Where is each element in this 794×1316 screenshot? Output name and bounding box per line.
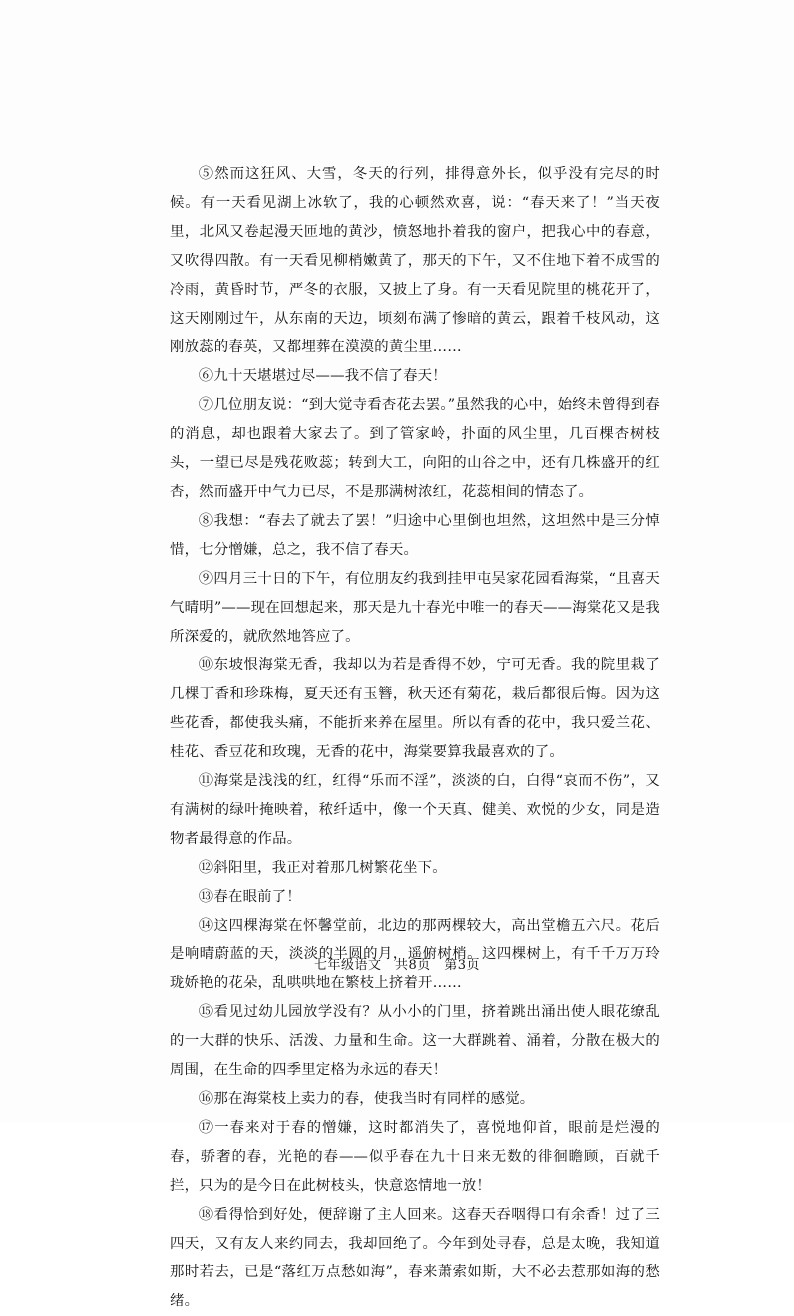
paragraph-8: ⑧我想：“春去了就去了罢！”归途中心里倒也坦然，这坦然中是三分悼惜，七分憎嫌，总之，我不信了春天。 [170, 512, 660, 558]
paragraph-11: ⑪海棠是浅浅的红，红得“乐而不淫”，淡淡的白，白得“哀而不伤”，又有满树的绿叶掩映着，秾纤适中，像一个天真、健美、欢悦的少女，同是造物者最得意的作品。 [170, 773, 660, 847]
paragraph-9: ⑨四月三十日的下午，有位朋友约我到挂甲屯吴家花园看海棠，“且喜天气晴明”——现在回想起来，那天是九十春光中唯一的春天——海棠花又是我所深爱的，就欣然地答应了。 [170, 570, 660, 645]
paragraph-17: ⑰一春来对于春的憎嫌，这时都消失了，喜悦地仰首，眼前是烂漫的春，骄奢的春，光艳的春——似乎春在九十日来无数的徘徊瞻顾，百就千拦，只为的是今日在此树枝头，快意恣情地一放！ [170, 1119, 660, 1194]
paragraph-15: ⑮看见过幼儿园放学没有？从小小的门里，挤着跳出涌出使人眼花缭乱的一大群的快乐、活泼、力量和生命。这一大群跳着、涌着，分散在极大的周围，在生命的四季里定格为永远的春天！ [170, 1004, 660, 1079]
paragraph-12: ⑫斜阳里，我正对着那几树繁花坐下。 [198, 859, 447, 876]
paragraph-14: ⑭这四棵海棠在怀馨堂前，北边的那两棵较大，高出堂檐五六尺。花后是响晴蔚蓝的天，淡淡的半圆的月，遥俯树梢。这四棵树上，有千千万万玲珑娇艳的花朵，乱哄哄地在繁枝上挤着开…… [170, 917, 660, 992]
paragraph-6: ⑥九十天堪堪过尽——我不信了春天！ [198, 368, 447, 385]
paragraph-10: ⑩东坡恨海棠无香，我却以为若是香得不妙，宁可无香。我的院里栽了几棵丁香和珍珠梅，夏天还有玉簪，秋天还有菊花，栽后都很后悔。因为这些花香，都使我头痛，不能折来养在屋里。所以有香的花中，我只爱兰花、桂花、香豆花和玫瑰，无香的花中，海棠要算我最喜欢的了。 [170, 657, 660, 761]
paragraph-16: ⑯那在海棠枝上卖力的春，使我当时有同样的感觉。 [198, 1091, 535, 1107]
page-footer: 七年级语文 共8页 第3页 [313, 958, 481, 973]
paragraph-7: ⑦几位朋友说：“到大觉寺看杏花去罢。”虽然我的心中，始终未曾得到春的消息，却也跟着大家去了。到了管家岭，扑面的风尘里，几百棵杏树枝头，一望已尽是残花败蕊；转到大工，向阳的山谷之中，还有几株盛开的红杏，然而盛开中气力已尽，不是那满树浓红，花蕊相间的情态了。 [170, 397, 660, 500]
paragraph-5: ⑤然而这狂风、大雪，冬天的行列，排得意外长，似乎没有完尽的时候。有一天看见湖上冰软了，我的心顿然欢喜，说：“春天来了！”当天夜里，北风又卷起漫天匝地的黄沙，愤怒地扑着我的窗户，把我心中的春意，又吹得四散。有一天看见柳梢嫩黄了，那天的下午，又不住地下着不成雪的冷雨，黄昏时节，严冬的衣服，又披上了身。有一天看见院里的桃花开了，这天刚刚过午，从东南的天边，顷刻布满了惨暗的黄云，跟着千枝风动，这刚放蕊的春英，又都埋葬在漠漠的黄尘里…… [170, 166, 660, 356]
paragraph-13: ⑬春在眼前了！ [198, 888, 301, 905]
paragraph-18: ⑱看得恰到好处，便辞谢了主人回来。这春天吞咽得口有余香！过了三四天，又有友人来约同去，我却回绝了。今年到处寻春，总是太晚，我知道那时若去，已是“落红万点愁如海”，春来萧索如斯，大不必去惹那如海的愁绪。 [170, 1206, 660, 1310]
reading-passage [170, 160, 660, 1316]
